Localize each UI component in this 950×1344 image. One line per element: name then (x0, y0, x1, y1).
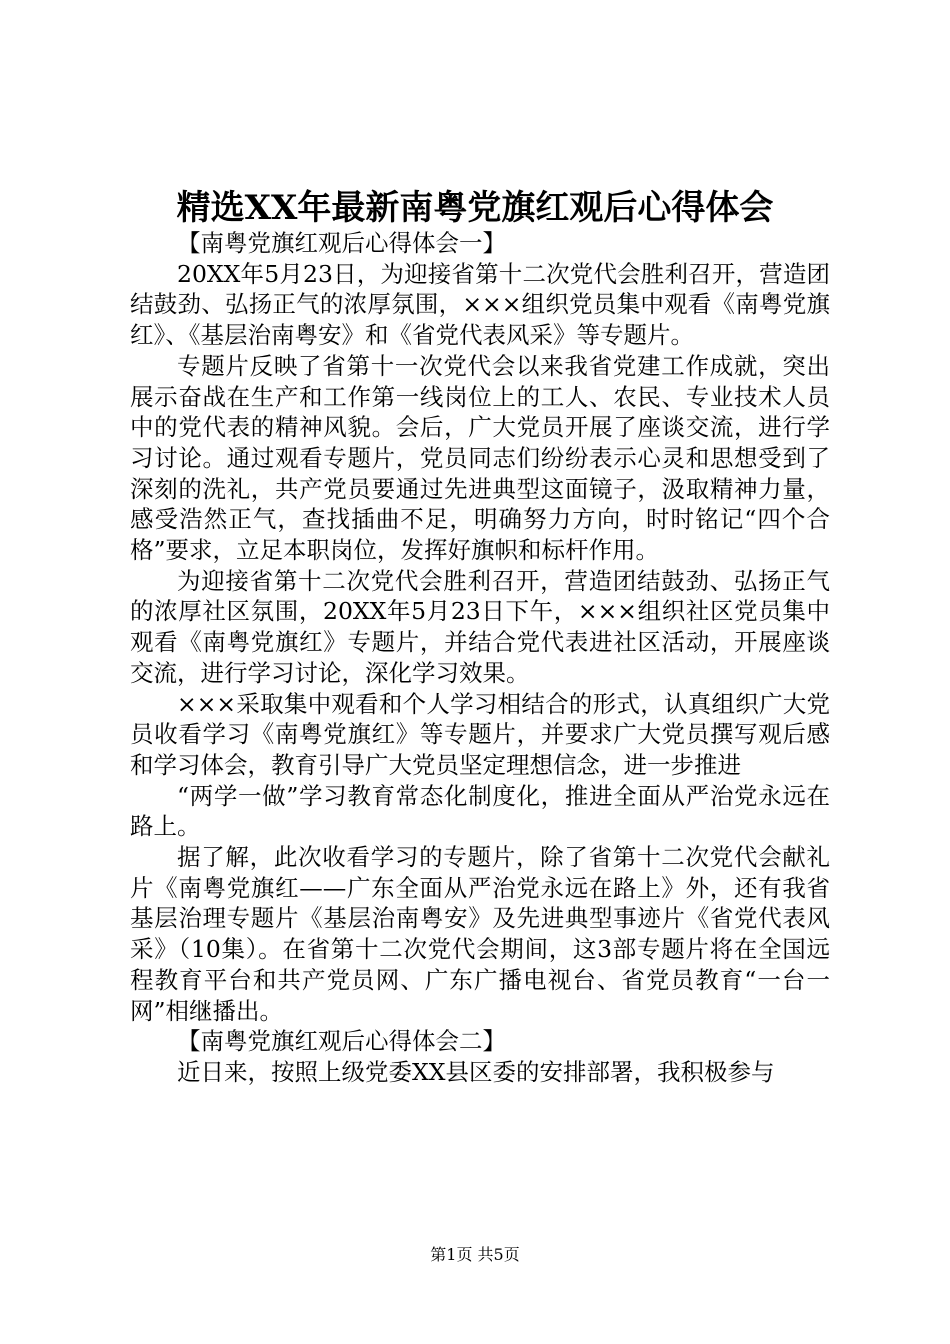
section-heading-2: 【南粤党旗红观后心得体会二】 (177, 1027, 506, 1056)
paragraph: 专题片反映了省第十一次党代会以来我省党建工作成就，突出展示奋战在生产和工作第一线岗位上的工人、农民、专业技术人员中的党代表的精神风貌。会后，广大党员开展了座谈交流，进行学习讨论。通过观看专题片，党员同志们纷纷表示心灵和思想受到了深刻的洗礼，共产党员要通过先进典型这面镜子，汲取精神力量，感受浩然正气，查找插曲不足，明确努力方向，时时铭记“四个合格”要求，立足本职岗位，发挥好旗帜和标杆作用。 (130, 351, 830, 565)
paragraph: 20XX年5月23日，为迎接省第十二次党代会胜利召开，营造团结鼓劲、弘扬正气的浓厚氛围，×××组织党员集中观看《南粤党旗红》、《基层治南粤安》和《省党代表风采》等专题片。 (130, 259, 830, 350)
paragraph: ×××采取集中观看和个人学习相结合的形式，认真组织广大党员收看学习《南粤党旗红》等专题片，并要求广大党员撰写观后感和学习体会，教育引导广大党员坚定理想信念，进一步推进 (130, 689, 830, 779)
document-title: 精选XX年最新南粤党旗红观后心得体会 (176, 188, 774, 228)
page-footer: 第1页 共5页 (430, 1245, 520, 1264)
paragraph: 据了解，此次收看学习的专题片，除了省第十二次党代会献礼片《南粤党旗红——广东全面从严治党永远在路上》外，还有我省基层治理专题片《基层治南粤安》及先进典型事迹片《省党代表风采》（10集）。在省第十二次党代会期间，这3部专题片将在全国远程教育平台和共产党员网、广东广播电视台、省党员教育“一台一网”相继播出。 (130, 843, 830, 1025)
paragraph: 为迎接省第十二次党代会胜利召开，营造团结鼓劲、弘扬正气的浓厚社区氛围，20XX年5月23日下午，×××组织社区党员集中观看《南粤党旗红》专题片，并结合党代表进社区活动，开展座谈交流，进行学习讨论，深化学习效果。 (130, 566, 830, 687)
document-body (130, 228, 830, 1088)
paragraph: “两学一做”学习教育常态化制度化，推进全面从严治党永远在路上。 (130, 781, 830, 841)
paragraph: 近日来，按照上级党委XX县区委的安排部署，我积极参与 (177, 1057, 775, 1086)
section-heading-1: 【南粤党旗红观后心得体会一】 (177, 229, 506, 257)
